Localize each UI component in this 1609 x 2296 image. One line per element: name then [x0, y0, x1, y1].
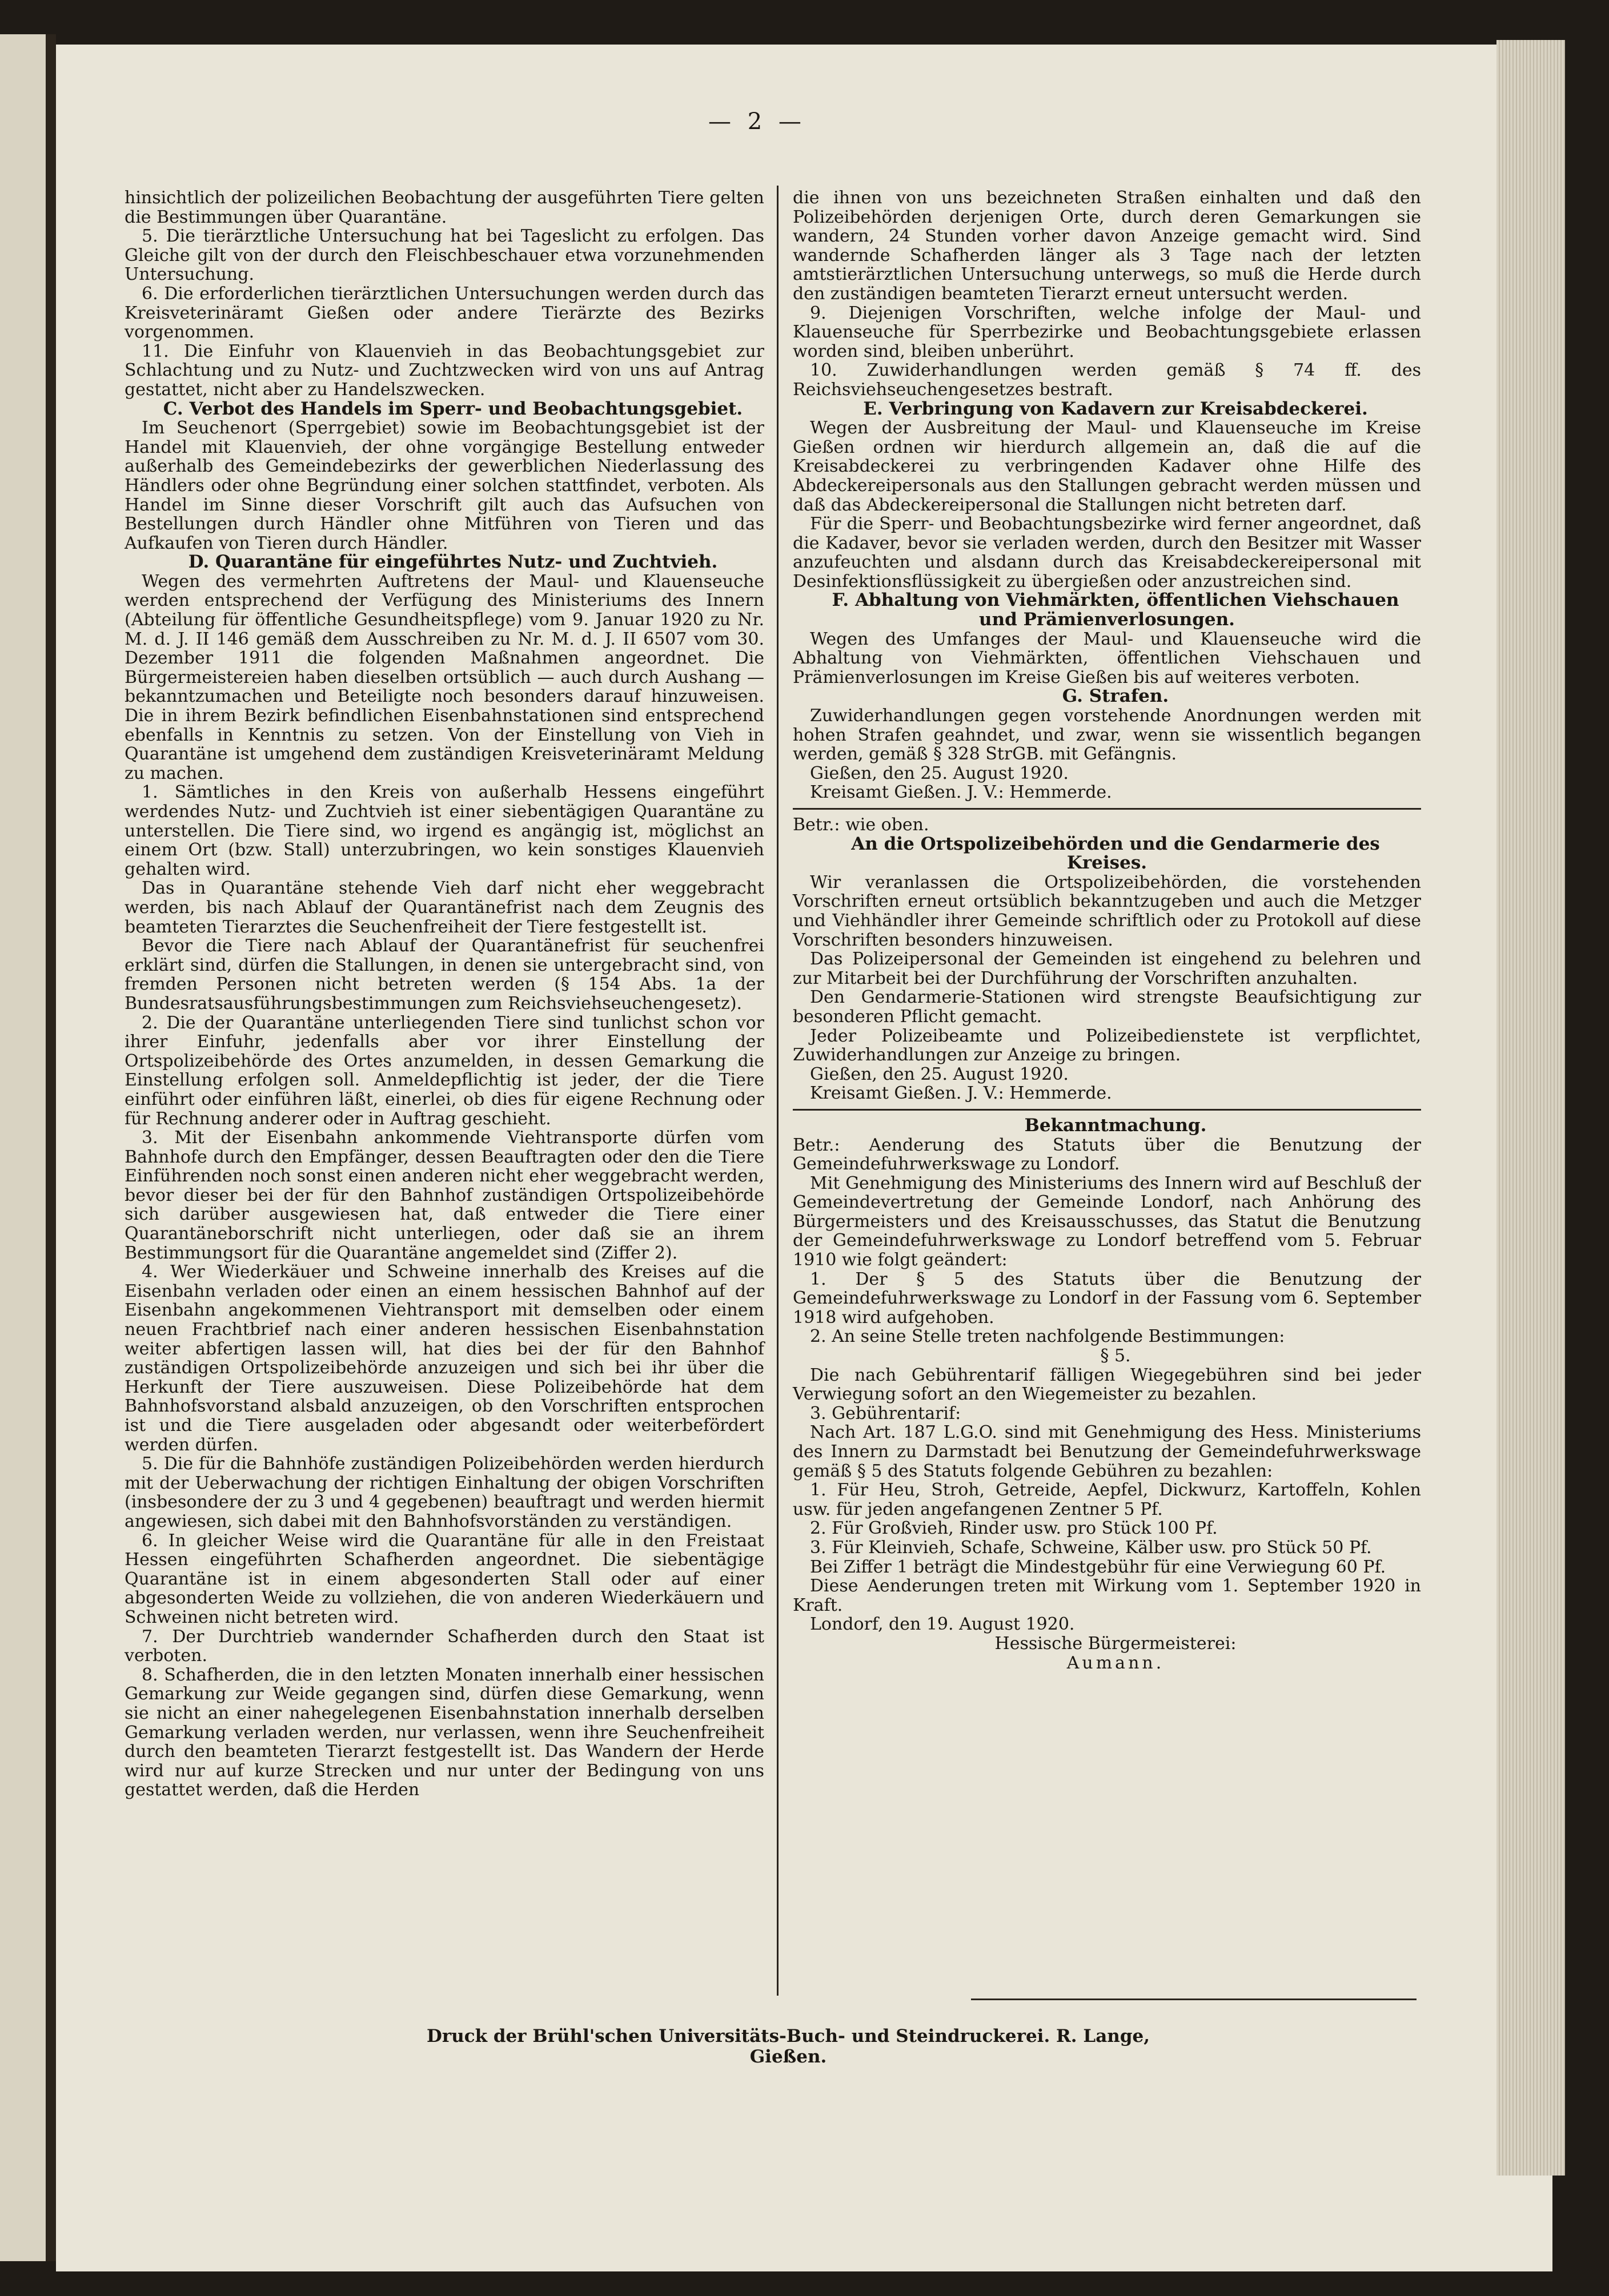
paragraph: 2. Die der Quarantäne unterliegenden Tiere sind tunlichst schon vor ihrer Einfuhr, jedenfalls aber vor ihrer Einstellung der Ortspolizeibehörde des Ortes anzumelden, in dessen Gemarkung die Einstellung erfolgen soll. Anmeldepflichtig ist jeder, der die Tiere einführt oder einführen läßt, einerlei, ob dies für eigene Rechnung oder für Rechnung anderer oder in Auftrag geschieht.	[125, 1012, 764, 1129]
subject-line: Betr.: wie oben.	[793, 815, 929, 835]
paragraph: die ihnen von uns bezeichneten Straßen einhalten und daß den Polizeibehörden derjenigen Orte, durch deren Gemarkungen sie wandern, 24 Stunden vorher davon Anzeige gemacht wird. Sind wandernde Schafherden länger als 3 Tage nach der letzten amtstierärztlichen Untersuchung unterwegs, so muß die Herde durch den zuständigen beamteten Tierarzt erneut untersucht werden.	[793, 188, 1421, 304]
facing-page-edge	[0, 34, 46, 2261]
paragraph: 4. Wer Wiederkäuer und Schweine innerhalb des Kreises auf die Eisenbahn verladen oder einen an einem hessischen Bahnhof auf der Eisenbahn angekommenen Viehtransport mit demselben oder einem neuen Frachtbrief nach einer anderen hessischen Eisenbahnstation weiter abfertigen lassen will, hat dies bei der für den Bahnhof zuständigen Ortspolizeibehörde anzuzeigen und sich bei ihr über die Herkunft der Tiere auszuweisen. Diese Polizeibehörde hat dem Bahnhofsvorstand alsbald anzuzeigen, ob den Vorschriften entsprochen ist und die Tiere ausgeladen oder abgesandt oder weiterbefördert werden dürfen.	[125, 1262, 764, 1455]
book-spine	[46, 34, 56, 2261]
paragraph: Wegen der Ausbreitung der Maul- und Klauenseuche im Kreise Gießen ordnen wir hierdurch allgemein an, daß die auf die Kreisabdeckerei zu verbringenden Kadaver ohne Hilfe des Abdeckereipersonals aus den Stallungen gebracht werden müssen und daß das Abdeckereipersonal die Stallungen nicht betreten darf.	[793, 418, 1421, 515]
tariff-item: 1. Für Heu, Stroh, Getreide, Aepfel, Dickwurz, Kartoffeln, Kohlen usw. für jeden angefangenen Zentner 5 Pf.	[793, 1480, 1421, 1519]
section-heading: An die Ortspolizeibehörden und die Gendarmerie des Kreises.	[851, 833, 1380, 874]
paragraph: Die nach Gebührentarif fälligen Wiegegebühren sind bei jeder Verwiegung sofort an den Wiegemeister zu bezahlen.	[793, 1365, 1421, 1405]
date-line: Gießen, den 25. August 1920.	[810, 1064, 1069, 1084]
printer-imprint: Druck der Brühl'schen Universitäts-Buch- und Steindruckerei. R. Lange, Gießen.	[426, 2026, 1150, 2067]
paragraph: 1. Sämtliches in den Kreis von außerhalb Hessens eingeführt werdendes Nutz- und Zuchtvieh ist einer siebentägigen Quarantäne zu unterstellen. Die Tiere sind, wo irgend es angängig ist, möglichst an einem Ort (bzw. Stall) unterzubringen, wo kein sonstiges Klauenvieh gehalten wird.	[125, 782, 764, 879]
tariff-item: 3. Für Kleinvieh, Schafe, Schweine, Kälber usw. pro Stück 50 Pf.	[810, 1537, 1372, 1558]
section-heading: F. Abhaltung von Viehmärkten, öffentlichen Viehschauen und Prämienverlosungen.	[832, 590, 1399, 630]
date-line: Gießen, den 25. August 1920.	[810, 763, 1069, 783]
paragraph: Wir veranlassen die Ortspolizeibehörden, die vorstehenden Vorschriften erneut ortsüblich bekanntzugeben und auch die Metzger und Viehhändler ihrer Gemeinde schriftlich oder zu Protokoll auf diese Vorschriften besonders hinzuweisen.	[793, 872, 1421, 950]
list-item: 1. Der § 5 des Statuts über die Benutzung der Gemeindefuhrwerkswage zu Londorf in der Fassung vom 6. September 1918 wird aufgehoben.	[793, 1269, 1421, 1328]
signature-office: Hessische Bürgermeisterei:	[994, 1633, 1237, 1654]
footer-rule	[971, 1999, 1417, 2000]
paragraph: Wegen des Umfanges der Maul- und Klauenseuche wird die Abhaltung von Viehmärkten, öffentlichen Viehschauen und Prämienverlosungen im Kreise Gießen bis auf weiteres verboten.	[793, 629, 1421, 687]
paragraph: Nach Art. 187 L.G.O. sind mit Genehmigung des Hess. Ministeriums des Innern zu Darmstadt bei Benutzung der Gemeindefuhrwerkswage gemäß § 5 des Statuts folgende Gebühren zu bezahlen:	[793, 1422, 1421, 1481]
paragraph: Wegen des vermehrten Auftretens der Maul- und Klauenseuche werden entsprechend der Verfügung des Ministeriums des Innern (Abteilung für öffentliche Gesundheitspflege) vom 9. Januar 1920 zu Nr. M. d. J. II 146 gemäß dem Ausschreiben zu Nr. M. d. J. II 6507 vom 30. Dezember 1911 die folgenden Maßnahmen angeordnet. Die Bürgermeistereien haben dieselben ortsüblich — auch durch Aushang — bekanntzumachen und Beteiligte noch besonders darauf hinzuweisen. Die in ihrem Bezirk befindlichen Eisenbahnstationen sind entsprechend ebenfalls in Kenntnis zu setzen. Von der Einstellung von Vieh in Quarantäne ist umgehend dem zuständigen Kreisveterinäramt Meldung zu machen.	[125, 571, 764, 783]
list-item: 3. Gebührentarif:	[810, 1403, 961, 1424]
date-line: Londorf, den 19. August 1920.	[810, 1614, 1075, 1635]
paragraph: Mit Genehmigung des Ministeriums des Innern wird auf Beschluß der Gemeindevertretung der Gemeinde Londorf, nach Anhörung des Bürgermeisters und des Kreisausschusses, das Statut die Benutzung der Gemeindefuhrwerkswage zu Londorf betreffend vom 5. Februar 1910 wie folgt geändert:	[793, 1173, 1421, 1270]
tariff-item: 2. Für Großvieh, Rinder usw. pro Stück 100 Pf.	[810, 1518, 1218, 1539]
paragraph: Für die Sperr- und Beobachtungsbezirke wird ferner angeordnet, daß die Kadaver, bevor sie verladen werden, durch den Besitzer mit Wasser anzufeuchten und alsdann durch das Kreisabdeckereipersonal mit Desinfektionsflüssigkeit zu übergießen oder anzustreichen sind.	[793, 514, 1421, 592]
paragraph: 5. Die für die Bahnhöfe zuständigen Polizeibehörden werden hierdurch mit der Ueberwachung der richtigen Einhaltung der obigen Vorschriften (insbesondere der zu 3 und 4 gegebenen) beauftragt und werden hiermit angewiesen, sich dabei mit den Bahnhofsvorständen zu verständigen.	[125, 1454, 764, 1531]
paragraph: Jeder Polizeibeamte und Polizeibedienstete ist verpflichtet, Zuwiderhandlungen zur Anzeige zu bringen.	[793, 1026, 1421, 1065]
signature: Aumann.	[1066, 1652, 1165, 1673]
paragraph: Bei Ziffer 1 beträgt die Mindestgebühr für eine Verwiegung 60 Pf.	[810, 1557, 1386, 1577]
paragraph: 11. Die Einfuhr von Klauenvieh in das Beobachtungsgebiet zur Schlachtung und zu Nutz- und Zuchtzwecken wird von uns auf Antrag gestattet, nicht aber zu Handelszwecken.	[125, 341, 764, 400]
divider	[793, 1109, 1421, 1111]
divider	[793, 808, 1421, 810]
section-symbol: § 5.	[1100, 1346, 1131, 1366]
paragraph: Im Seuchenort (Sperrgebiet) sowie im Beobachtungsgebiet ist der Handel mit Klauenvieh, der ohne vorgängige Bestellung entweder außerhalb des Gemeindebezirks der gewerblichen Niederlassung des Händlers oder ohne Begründung einer solchen stattfindet, verboten. Als Handel im Sinne dieser Vorschrift gilt auch das Aufsuchen von Bestellungen durch Händler ohne Mitführen von Tieren und das Aufkaufen von Tieren durch Händler.	[125, 418, 764, 553]
paragraph: 6. Die erforderlichen tierärztlichen Untersuchungen werden durch das Kreisveterinäramt Gießen oder andere Tierärzte des Bezirks vorgenommen.	[125, 283, 764, 343]
paragraph: 6. In gleicher Weise wird die Quarantäne für alle in den Freistaat Hessen eingeführten Schafherden angeordnet. Die siebentägige Quarantäne ist in einem abgesonderten Stall oder auf einer abgesonderten Weide zu vollziehen, die von anderen Wiederkäuern und Schweinen nicht betreten wird.	[125, 1530, 764, 1627]
paragraph: 8. Schafherden, die in den letzten Monaten innerhalb einer hessischen Gemarkung zur Weide gegangen sind, dürfen diese Gemarkung, wenn sie nicht an einer nahegelegenen Eisenbahnstation innerhalb derselben Gemarkung verladen werden, nur verlassen, wenn ihre Seuchenfreiheit durch den beamteten Tierarzt festgestellt ist. Das Wandern der Herde wird nur auf kurze Strecken und nur unter der Bedingung von uns gestattet werden, daß die Herden	[125, 1664, 764, 1800]
paragraph: 3. Mit der Eisenbahn ankommende Viehtransporte dürfen vom Bahnhofe durch den Empfänger, dessen Beauftragten oder den die Tiere Einführenden noch sonst einen anderen nicht eher weggebracht werden, bevor dieser bei der für den Bahnhof zuständigen Ortspolizeibehörde sich darüber ausgewiesen hat, daß entweder die Tiere einer Quarantäneborschrift nicht unterliegen, oder daß sie an ihrem Bestimmungsort für die Quarantäne angemeldet sind (Ziffer 2).	[125, 1128, 764, 1263]
right-column	[793, 188, 1421, 1672]
section-heading: E. Verbringung von Kadavern zur Kreisabdeckerei.	[863, 398, 1368, 419]
paragraph: Bevor die Tiere nach Ablauf der Quarantänefrist für seuchenfrei erklärt sind, dürfen die Stallungen, in denen sie untergebracht sind, von fremden Personen nicht betreten werden (§ 154 Abs. 1a der Bundesratsausführungsbestimmungen zum Reichsviehseuchengesetz).	[125, 936, 764, 1014]
column-divider	[777, 186, 779, 1996]
paragraph: Den Gendarmerie-Stationen wird strengste Beaufsichtigung zur besonderen Pflicht gemacht.	[793, 987, 1421, 1027]
page-number: — 2 —	[708, 108, 806, 135]
section-heading: C. Verbot des Handels im Sperr- und Beobachtungsgebiet.	[163, 398, 743, 419]
paragraph: 9. Diejenigen Vorschriften, welche infolge der Maul- und Klauenseuche für Sperrbezirke und Beobachtungsgebiete erlassen worden sind, bleiben unberührt.	[793, 303, 1421, 361]
signature: Kreisamt Gießen. J. V.: Hemmerde.	[810, 782, 1112, 803]
section-heading: D. Quarantäne für eingeführtes Nutz- und Zuchtvieh.	[188, 552, 718, 573]
subject-line: Betr.: Aenderung des Statuts über die Benutzung der Gemeindefuhrwerkswage zu Londorf.	[793, 1135, 1421, 1175]
page-edges	[1496, 40, 1565, 2176]
list-item: 2. An seine Stelle treten nachfolgende Bestimmungen:	[810, 1326, 1285, 1347]
paragraph: 5. Die tierärztliche Untersuchung hat bei Tageslicht zu erfolgen. Das Gleiche gilt von der durch den Fleischbeschauer etwa vorzunehmenden Untersuchung.	[125, 226, 764, 285]
notice-heading: Bekanntmachung.	[1024, 1115, 1207, 1136]
signature: Kreisamt Gießen. J. V.: Hemmerde.	[810, 1083, 1112, 1104]
left-column	[125, 188, 764, 1800]
paragraph: 7. Der Durchtrieb wandernder Schafherden durch den Staat ist verboten.	[125, 1626, 764, 1666]
paragraph: Zuwiderhandlungen gegen vorstehende Anordnungen werden mit hohen Strafen geahndet, und zwar, wenn sie wissentlich begangen werden, gemäß § 328 StrGB. mit Gefängnis.	[793, 706, 1421, 765]
paragraph: 10. Zuwiderhandlungen werden gemäß § 74 ff. des Reichsviehseuchengesetzes bestraft.	[793, 360, 1421, 400]
paragraph: Das in Quarantäne stehende Vieh darf nicht eher weggebracht werden, bis nach Ablauf der Quarantänefrist nach dem Zeugnis des beamteten Tierarztes die Seuchenfreiheit der Tiere festgestellt ist.	[125, 878, 764, 937]
paragraph: Diese Aenderungen treten mit Wirkung vom 1. September 1920 in Kraft.	[793, 1576, 1421, 1615]
paragraph: hinsichtlich der polizeilichen Beobachtung der ausgeführten Tiere gelten die Bestimmungen über Quarantäne.	[125, 188, 764, 227]
section-heading: G. Strafen.	[1062, 686, 1169, 707]
paragraph: Das Polizeipersonal der Gemeinden ist eingehend zu belehren und zur Mitarbeit bei der Durchführung der Vorschriften anzuhalten.	[793, 949, 1421, 988]
